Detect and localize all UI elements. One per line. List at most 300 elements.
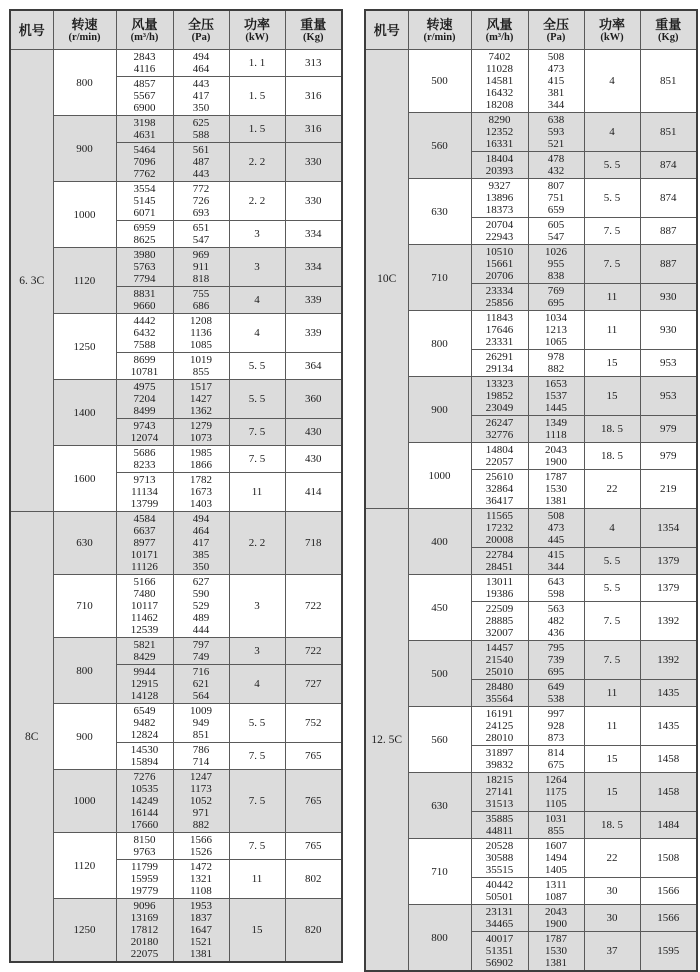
power-cell: 7. 5 bbox=[584, 602, 640, 641]
column-label: 全压 bbox=[542, 16, 569, 32]
power-cell: 30 bbox=[584, 905, 640, 932]
weight-cell: 765 bbox=[285, 833, 342, 860]
pressure-value: 563 bbox=[547, 603, 565, 615]
power-cell: 22 bbox=[584, 839, 640, 878]
pressure-cell bbox=[528, 641, 584, 680]
flow-value: 35885 bbox=[485, 813, 514, 825]
flow-value: 6900 bbox=[133, 102, 156, 114]
weight-cell: 334 bbox=[285, 221, 342, 248]
model-cell: 12. 5C bbox=[365, 509, 408, 972]
pressure-value: 473 bbox=[547, 522, 565, 534]
pressure-value: 1517 bbox=[190, 381, 212, 393]
flow-value: 13169 bbox=[130, 912, 159, 924]
power-cell: 5. 5 bbox=[584, 179, 640, 218]
rpm-cell: 1120 bbox=[53, 248, 116, 314]
weight-cell: 1435 bbox=[640, 707, 697, 746]
pressure-value: 1009 bbox=[190, 705, 212, 717]
pressure-value: 1175 bbox=[545, 786, 567, 798]
pressure-value: 1136 bbox=[190, 327, 212, 339]
flow-cell bbox=[116, 380, 173, 419]
flow-value: 30588 bbox=[485, 852, 514, 864]
flow-value: 31897 bbox=[485, 747, 514, 759]
flow-value: 9944 bbox=[133, 666, 156, 678]
flow-value: 15661 bbox=[485, 258, 514, 270]
flow-value: 9743 bbox=[133, 420, 156, 432]
pressure-value: 1381 bbox=[190, 948, 212, 960]
weight-cell: 953 bbox=[640, 377, 697, 416]
flow-cell bbox=[471, 416, 528, 443]
flow-value: 10535 bbox=[130, 783, 159, 795]
pressure-value: 1019 bbox=[190, 354, 212, 366]
pressure-value: 1673 bbox=[190, 486, 212, 498]
flow-cell bbox=[471, 218, 528, 245]
column-header bbox=[229, 10, 285, 50]
pressure-value: 508 bbox=[547, 51, 565, 63]
pressure-value: 1279 bbox=[190, 420, 212, 432]
weight-cell: 722 bbox=[285, 575, 342, 638]
flow-value: 13011 bbox=[485, 576, 514, 588]
power-cell: 22 bbox=[584, 470, 640, 509]
pressure-value: 971 bbox=[192, 807, 210, 819]
flow-value: 6071 bbox=[133, 207, 156, 219]
weight-cell: 1392 bbox=[640, 602, 697, 641]
pressure-cell bbox=[528, 416, 584, 443]
rpm-cell: 1400 bbox=[53, 380, 116, 446]
power-cell: 7. 5 bbox=[229, 743, 285, 770]
flow-value: 20528 bbox=[485, 840, 514, 852]
flow-value: 19852 bbox=[485, 390, 514, 402]
flow-value: 23049 bbox=[485, 402, 514, 414]
flow-value: 51351 bbox=[485, 945, 514, 957]
rpm-cell: 1000 bbox=[408, 443, 471, 509]
pressure-value: 621 bbox=[192, 678, 210, 690]
column-label: 全压 bbox=[187, 16, 214, 32]
pressure-value: 1403 bbox=[190, 498, 212, 510]
pressure-value: 593 bbox=[547, 126, 565, 138]
pressure-value: 695 bbox=[547, 297, 565, 309]
table-body bbox=[10, 50, 342, 963]
flow-value: 14249 bbox=[130, 795, 159, 807]
flow-cell bbox=[471, 707, 528, 746]
weight-cell: 1458 bbox=[640, 773, 697, 812]
flow-value: 10171 bbox=[130, 549, 159, 561]
power-cell: 5. 5 bbox=[584, 548, 640, 575]
flow-value: 5821 bbox=[133, 639, 156, 651]
pressure-value: 978 bbox=[547, 351, 565, 363]
weight-cell: 874 bbox=[640, 179, 697, 218]
pressure-value: 649 bbox=[547, 681, 565, 693]
pressure-value: 1521 bbox=[190, 936, 212, 948]
table-row bbox=[365, 905, 697, 932]
rpm-cell: 630 bbox=[408, 179, 471, 245]
weight-cell: 1566 bbox=[640, 878, 697, 905]
pressure-value: 786 bbox=[192, 744, 210, 756]
pressure-value: 436 bbox=[547, 627, 565, 639]
rpm-cell: 710 bbox=[408, 839, 471, 905]
flow-value: 7402 bbox=[488, 51, 511, 63]
header-row bbox=[365, 10, 697, 50]
flow-cell bbox=[471, 812, 528, 839]
flow-value: 32007 bbox=[485, 627, 514, 639]
pressure-value: 1866 bbox=[190, 459, 212, 471]
power-cell: 5. 5 bbox=[229, 353, 285, 380]
pressure-value: 445 bbox=[547, 534, 565, 546]
table-row bbox=[10, 899, 342, 963]
column-header bbox=[116, 10, 173, 50]
flow-value: 12915 bbox=[130, 678, 159, 690]
flow-value: 22509 bbox=[485, 603, 514, 615]
pressure-cell bbox=[528, 746, 584, 773]
pressure-value: 969 bbox=[192, 249, 210, 261]
flow-value: 26247 bbox=[485, 417, 514, 429]
flow-value: 17232 bbox=[485, 522, 514, 534]
power-cell: 4 bbox=[584, 509, 640, 548]
flow-value: 23131 bbox=[485, 906, 514, 918]
flow-value: 12074 bbox=[130, 432, 159, 444]
table-row bbox=[10, 638, 342, 665]
pressure-value: 997 bbox=[547, 708, 565, 720]
fan-spec-table-left bbox=[9, 9, 343, 963]
weight-cell: 219 bbox=[640, 470, 697, 509]
flow-cell bbox=[471, 50, 528, 113]
power-cell: 30 bbox=[584, 878, 640, 905]
column-header bbox=[10, 10, 53, 50]
column-label: 功率 bbox=[598, 16, 625, 32]
flow-value: 4116 bbox=[133, 63, 156, 75]
flow-value: 14581 bbox=[485, 75, 514, 87]
pressure-cell bbox=[173, 704, 229, 743]
power-cell: 4 bbox=[584, 50, 640, 113]
column-header bbox=[365, 10, 408, 50]
pressure-value: 714 bbox=[192, 756, 210, 768]
pressure-value: 1381 bbox=[545, 495, 567, 507]
flow-value: 8831 bbox=[133, 288, 156, 300]
power-cell: 1. 5 bbox=[229, 116, 285, 143]
rpm-cell: 450 bbox=[408, 575, 471, 641]
flow-value: 40442 bbox=[485, 879, 514, 891]
pressure-value: 1494 bbox=[545, 852, 567, 864]
flow-cell bbox=[116, 353, 173, 380]
power-cell: 3 bbox=[229, 575, 285, 638]
pressure-value: 564 bbox=[192, 690, 210, 702]
flow-value: 18404 bbox=[485, 153, 514, 165]
pressure-cell bbox=[528, 377, 584, 416]
pressure-cell bbox=[528, 470, 584, 509]
weight-cell: 360 bbox=[285, 380, 342, 419]
flow-value: 7276 bbox=[133, 771, 156, 783]
pressure-value: 1105 bbox=[545, 798, 567, 810]
flow-cell bbox=[471, 311, 528, 350]
weight-cell: 718 bbox=[285, 512, 342, 575]
weight-cell: 316 bbox=[285, 116, 342, 143]
pressure-value: 417 bbox=[192, 90, 210, 102]
flow-value: 4442 bbox=[133, 315, 156, 327]
flow-value: 20180 bbox=[130, 936, 159, 948]
flow-value: 25010 bbox=[485, 666, 514, 678]
flow-cell bbox=[116, 287, 173, 314]
flow-value: 22075 bbox=[130, 948, 159, 960]
flow-cell bbox=[116, 704, 173, 743]
pressure-value: 1900 bbox=[545, 456, 567, 468]
weight-cell: 430 bbox=[285, 419, 342, 446]
power-cell: 4 bbox=[229, 665, 285, 704]
flow-cell bbox=[116, 770, 173, 833]
flow-cell bbox=[471, 443, 528, 470]
power-cell: 18. 5 bbox=[584, 812, 640, 839]
pressure-value: 508 bbox=[547, 510, 565, 522]
pressure-value: 1787 bbox=[545, 933, 567, 945]
flow-value: 34465 bbox=[485, 918, 514, 930]
power-cell: 4 bbox=[229, 314, 285, 353]
column-unit: (Kg) bbox=[303, 31, 324, 43]
flow-cell bbox=[471, 113, 528, 152]
flow-cell bbox=[471, 470, 528, 509]
flow-cell bbox=[471, 350, 528, 377]
pressure-cell bbox=[173, 833, 229, 860]
flow-cell bbox=[471, 179, 528, 218]
flow-value: 12539 bbox=[130, 624, 159, 636]
power-cell: 15 bbox=[229, 899, 285, 963]
weight-cell: 1392 bbox=[640, 641, 697, 680]
pressure-value: 538 bbox=[547, 693, 565, 705]
flow-value: 15959 bbox=[130, 873, 159, 885]
flow-cell bbox=[116, 473, 173, 512]
weight-cell: 1508 bbox=[640, 839, 697, 878]
weight-cell: 851 bbox=[640, 113, 697, 152]
power-cell: 3 bbox=[229, 248, 285, 287]
table-row bbox=[10, 116, 342, 143]
power-cell: 11 bbox=[584, 311, 640, 350]
flow-cell bbox=[471, 602, 528, 641]
power-cell: 5. 5 bbox=[229, 380, 285, 419]
weight-cell: 874 bbox=[640, 152, 697, 179]
pressure-cell bbox=[173, 575, 229, 638]
weight-cell: 979 bbox=[640, 443, 697, 470]
pressure-value: 675 bbox=[547, 759, 565, 771]
flow-value: 35564 bbox=[485, 693, 514, 705]
power-cell: 3 bbox=[229, 221, 285, 248]
pressure-value: 1085 bbox=[190, 339, 212, 351]
table-row bbox=[365, 113, 697, 152]
pressure-value: 489 bbox=[192, 612, 210, 624]
column-header bbox=[173, 10, 229, 50]
column-header bbox=[53, 10, 116, 50]
pressure-value: 659 bbox=[547, 204, 565, 216]
column-header bbox=[471, 10, 528, 50]
flow-value: 11799 bbox=[130, 861, 159, 873]
flow-value: 5166 bbox=[133, 576, 156, 588]
weight-cell: 430 bbox=[285, 446, 342, 473]
rpm-cell: 900 bbox=[53, 116, 116, 182]
pressure-value: 625 bbox=[192, 117, 210, 129]
flow-value: 18208 bbox=[485, 99, 514, 111]
table-row bbox=[10, 512, 342, 575]
column-label: 风量 bbox=[131, 16, 158, 32]
flow-value: 22057 bbox=[485, 456, 514, 468]
flow-value: 3554 bbox=[133, 183, 156, 195]
flow-cell bbox=[116, 638, 173, 665]
column-label: 风量 bbox=[486, 16, 513, 32]
flow-cell bbox=[471, 746, 528, 773]
pressure-value: 1031 bbox=[545, 813, 567, 825]
flow-value: 27141 bbox=[485, 786, 514, 798]
pressure-value: 344 bbox=[547, 99, 565, 111]
pressure-cell bbox=[528, 113, 584, 152]
pressure-cell bbox=[528, 50, 584, 113]
pressure-cell bbox=[528, 812, 584, 839]
flow-value: 11843 bbox=[485, 312, 514, 324]
rpm-cell: 800 bbox=[408, 905, 471, 972]
column-unit: (Kg) bbox=[658, 31, 679, 43]
pressure-value: 1362 bbox=[190, 405, 212, 417]
pressure-value: 882 bbox=[547, 363, 565, 375]
flow-value: 31513 bbox=[485, 798, 514, 810]
flow-value: 4975 bbox=[133, 381, 156, 393]
flow-value: 14804 bbox=[485, 444, 514, 456]
flow-value: 5763 bbox=[133, 261, 156, 273]
table-row bbox=[10, 50, 342, 77]
flow-value: 18373 bbox=[485, 204, 514, 216]
flow-value: 15894 bbox=[130, 756, 159, 768]
pressure-cell bbox=[173, 665, 229, 704]
rpm-cell: 560 bbox=[408, 707, 471, 773]
flow-value: 12824 bbox=[130, 729, 159, 741]
pressure-value: 1472 bbox=[190, 861, 212, 873]
flow-cell bbox=[116, 116, 173, 143]
pressure-value: 1900 bbox=[545, 918, 567, 930]
flow-value: 22943 bbox=[485, 231, 514, 243]
flow-cell bbox=[116, 314, 173, 353]
flow-value: 23334 bbox=[485, 285, 514, 297]
flow-value: 28885 bbox=[485, 615, 514, 627]
pressure-value: 949 bbox=[192, 717, 210, 729]
pressure-cell bbox=[528, 575, 584, 602]
rpm-cell: 1250 bbox=[53, 314, 116, 380]
flow-value: 18215 bbox=[485, 774, 514, 786]
pressure-cell bbox=[173, 143, 229, 182]
flow-value: 9713 bbox=[133, 474, 156, 486]
weight-cell: 802 bbox=[285, 860, 342, 899]
flow-value: 50501 bbox=[485, 891, 514, 903]
table-row bbox=[365, 245, 697, 284]
pressure-cell bbox=[173, 446, 229, 473]
pressure-value: 1208 bbox=[190, 315, 212, 327]
flow-value: 13896 bbox=[485, 192, 514, 204]
rpm-cell: 710 bbox=[53, 575, 116, 638]
weight-cell: 1566 bbox=[640, 905, 697, 932]
power-cell: 7. 5 bbox=[584, 218, 640, 245]
pressure-cell bbox=[528, 443, 584, 470]
pressure-value: 643 bbox=[547, 576, 565, 588]
flow-value: 4631 bbox=[133, 129, 156, 141]
flow-value: 10117 bbox=[130, 600, 159, 612]
pressure-cell bbox=[173, 248, 229, 287]
pressure-value: 1034 bbox=[545, 312, 567, 324]
pressure-value: 350 bbox=[192, 102, 210, 114]
pressure-value: 797 bbox=[192, 639, 210, 651]
table-row bbox=[365, 839, 697, 878]
flow-value: 56902 bbox=[485, 957, 514, 969]
table-row bbox=[10, 446, 342, 473]
table-row bbox=[365, 641, 697, 680]
flow-value: 17660 bbox=[130, 819, 159, 831]
weight-cell: 339 bbox=[285, 314, 342, 353]
pressure-cell bbox=[528, 932, 584, 972]
pressure-value: 473 bbox=[547, 63, 565, 75]
flow-cell bbox=[471, 284, 528, 311]
column-unit: (Pa) bbox=[191, 31, 211, 43]
flow-cell bbox=[471, 152, 528, 179]
flow-value: 7204 bbox=[133, 393, 156, 405]
table-row bbox=[10, 704, 342, 743]
model-cell: 10C bbox=[365, 50, 408, 509]
pressure-value: 716 bbox=[192, 666, 210, 678]
pressure-value: 1264 bbox=[545, 774, 567, 786]
weight-cell: 765 bbox=[285, 770, 342, 833]
pressure-cell bbox=[173, 77, 229, 116]
power-cell: 3 bbox=[229, 638, 285, 665]
weight-cell: 953 bbox=[640, 350, 697, 377]
pressure-value: 851 bbox=[192, 729, 210, 741]
pressure-value: 1782 bbox=[190, 474, 212, 486]
power-cell: 11 bbox=[229, 860, 285, 899]
flow-value: 5145 bbox=[133, 195, 156, 207]
pressure-cell bbox=[173, 50, 229, 77]
flow-value: 4857 bbox=[133, 78, 156, 90]
rpm-cell: 710 bbox=[408, 245, 471, 311]
pressure-cell bbox=[528, 350, 584, 377]
rpm-cell: 1000 bbox=[53, 182, 116, 248]
flow-value: 8429 bbox=[133, 651, 156, 663]
flow-value: 35515 bbox=[485, 864, 514, 876]
pressure-cell bbox=[173, 221, 229, 248]
flow-value: 11126 bbox=[131, 561, 158, 573]
flow-value: 8290 bbox=[488, 114, 511, 126]
weight-cell: 330 bbox=[285, 143, 342, 182]
flow-value: 11462 bbox=[130, 612, 159, 624]
flow-value: 11028 bbox=[485, 63, 514, 75]
flow-value: 2843 bbox=[133, 51, 156, 63]
flow-value: 22784 bbox=[485, 549, 514, 561]
pressure-value: 464 bbox=[192, 525, 210, 537]
power-cell: 11 bbox=[584, 707, 640, 746]
pressure-value: 1787 bbox=[545, 471, 567, 483]
flow-value: 36417 bbox=[485, 495, 514, 507]
weight-cell: 414 bbox=[285, 473, 342, 512]
power-cell: 18. 5 bbox=[584, 416, 640, 443]
flow-value: 9327 bbox=[488, 180, 511, 192]
pressure-value: 1108 bbox=[190, 885, 212, 897]
pressure-value: 487 bbox=[192, 156, 210, 168]
rpm-cell: 800 bbox=[53, 638, 116, 704]
pressure-cell bbox=[528, 602, 584, 641]
flow-value: 6549 bbox=[133, 705, 156, 717]
flow-value: 8233 bbox=[133, 459, 156, 471]
pressure-value: 482 bbox=[547, 615, 565, 627]
power-cell: 11 bbox=[584, 680, 640, 707]
pressure-value: 464 bbox=[192, 63, 210, 75]
flow-value: 7096 bbox=[133, 156, 156, 168]
pressure-value: 1213 bbox=[545, 324, 567, 336]
flow-value: 4584 bbox=[133, 513, 156, 525]
pressure-value: 1427 bbox=[190, 393, 212, 405]
flow-cell bbox=[116, 446, 173, 473]
weight-cell: 1484 bbox=[640, 812, 697, 839]
rpm-cell: 630 bbox=[53, 512, 116, 575]
pressure-value: 415 bbox=[547, 549, 565, 561]
flow-value: 39832 bbox=[485, 759, 514, 771]
pressure-value: 344 bbox=[547, 561, 565, 573]
